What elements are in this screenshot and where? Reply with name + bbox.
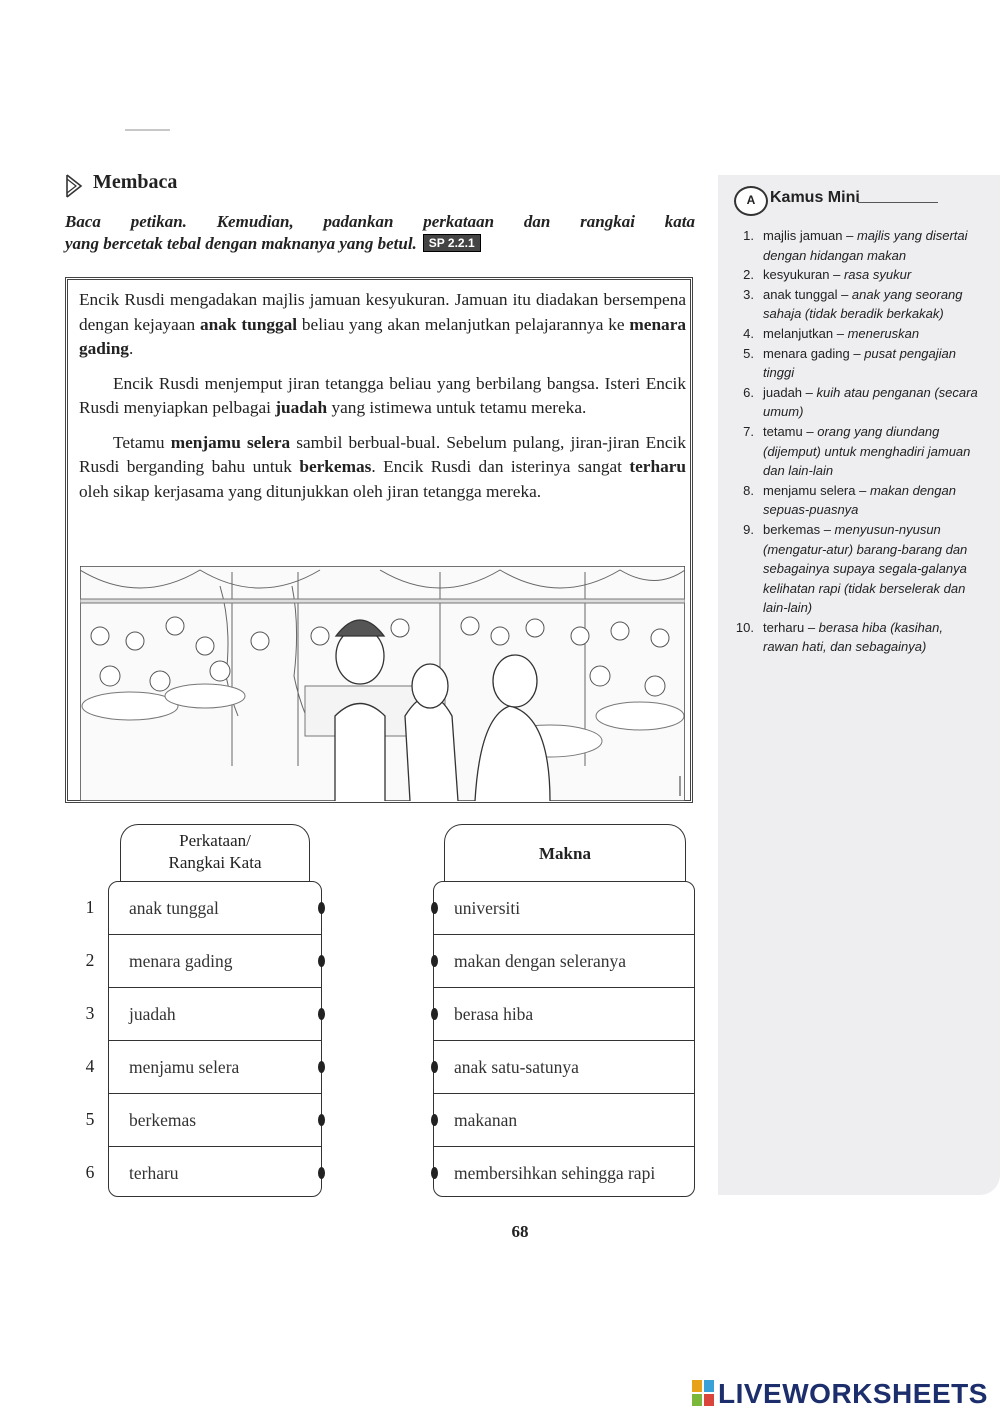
item-definition: berasa hiba (kasihan, rawan hati, dan sebagainya) — [763, 619, 943, 655]
item-number: 4. — [743, 325, 754, 341]
paragraph-2: Encik Rusdi menjemput jiran tetangga beliau yang berbilang bangsa. Isteri Encik Rusdi menyiapkan pelbagai juadah yang istimewa untuk tetamu mereka. — [79, 373, 686, 417]
row-number: 3 — [85, 1003, 95, 1023]
right-column-header: Makna — [444, 824, 686, 882]
kamus-mini-item: 8. menjamu selera – makan dengan sepuas-puasnya — [734, 481, 979, 520]
section-title: Membaca — [93, 171, 178, 193]
left-connector-dot[interactable] — [318, 902, 325, 914]
item-term: tetamu — [763, 423, 803, 439]
word-cell[interactable]: juadah — [109, 988, 321, 1041]
left-connector-dot[interactable] — [318, 1061, 325, 1073]
brand-name: LIVEWORKSHEETS — [718, 1378, 988, 1409]
instruction-line-1: Baca petikan. Kemudian, padankan perkataan dan rangkai kata — [65, 212, 695, 231]
meanings-column — [433, 881, 695, 1197]
kamus-mini-list — [734, 226, 979, 657]
item-term: berkemas — [763, 521, 821, 537]
word-cell[interactable]: menjamu selera — [109, 1041, 321, 1094]
page-number: 68 — [511, 1222, 529, 1241]
item-number: 6. — [743, 384, 754, 400]
item-number: 3. — [743, 286, 754, 302]
liveworksheets-logo-icon — [692, 1380, 714, 1406]
bold-term: menjamu selera — [170, 432, 291, 452]
meaning-cell[interactable]: makan dengan seleranya — [434, 935, 694, 988]
item-term: terharu — [763, 619, 805, 635]
item-definition: rasa syukur — [843, 267, 912, 283]
row-number: 4 — [85, 1056, 95, 1076]
kamus-mini-header — [734, 186, 934, 216]
word-cell[interactable]: anak tunggal — [109, 882, 321, 935]
header-rule — [858, 202, 938, 203]
meaning-cell[interactable]: makanan — [434, 1094, 694, 1147]
item-number: 9. — [743, 521, 754, 537]
item-definition: kuih atau penganan (secara umum) — [763, 384, 978, 420]
paragraph-1: Encik Rusdi mengadakan majlis jamuan kesyukuran. Jamuan itu diadakan bersempena dengan kejayaan anak tunggal beliau yang akan melanjutkan pelajarannya ke menara gading. — [79, 290, 687, 358]
kamus-mini-item: 10. terharu – berasa hiba (kasihan, rawan hati, dan sebagainya) — [735, 619, 943, 655]
meaning-cell[interactable]: anak satu-satunya — [434, 1041, 694, 1094]
bold-term: juadah — [275, 398, 328, 417]
item-definition: orang yang diundang (dijemput) untuk menghadiri jamuan dan lain-lain — [763, 423, 971, 479]
bold-term: menara gading — [79, 314, 687, 358]
row-number: 6 — [85, 1162, 95, 1182]
left-column-header: Perkataan/ Rangkai Kata — [120, 824, 310, 882]
row-number: 5 — [85, 1109, 95, 1129]
word-cell[interactable]: berkemas — [109, 1094, 321, 1147]
kamus-mini-title: Kamus Mini — [770, 189, 860, 206]
feast-illustration — [80, 566, 685, 801]
kamus-mini-item: 3. anak tunggal – anak yang seorang sahaja (tidak beradik berkakak) — [734, 285, 979, 324]
word-cell[interactable]: terharu — [129, 1163, 179, 1183]
item-term: melanjutkan — [763, 325, 834, 341]
item-term: majlis jamuan — [763, 228, 843, 243]
left-connector-dot[interactable] — [318, 1008, 325, 1020]
item-term: menara gading — [763, 345, 850, 361]
kamus-mini-item: 4. melanjutkan – meneruskan — [734, 324, 979, 344]
paragraph-3: Tetamu menjamu selera sambil berbual-bual. Sebelum pulang, jiran-jiran Encik Rusdi berganding bahu untuk berkemas. Encik Rusdi dan isterinya sangat terharu oleh sikap kerjasama yang ditunjukkan oleh jiran tetangga mereka. — [79, 432, 686, 501]
right-connector-dot[interactable] — [431, 1061, 438, 1073]
bold-term: anak tunggal — [200, 314, 298, 334]
kamus-mini-item: 9. berkemas – menyusun-nyusun (mengatur-atur) barang-barang dan sebagainya supaya segala-galanya kelihatan rapi (tidak berselerak dan lain-lain) — [734, 520, 979, 618]
item-term: juadah — [763, 384, 803, 400]
item-number: 1. — [743, 228, 754, 243]
kamus-mini-item: 2. kesyukuran – rasa syukur — [734, 265, 979, 285]
dictionary-icon: A — [734, 186, 768, 216]
meaning-cell[interactable]: membersihkan sehingga rapi — [454, 1163, 656, 1183]
right-connector-dot[interactable] — [431, 1008, 438, 1020]
item-number: 7. — [743, 423, 754, 439]
sp-badge: SP 2.2.1 — [423, 234, 481, 252]
passage — [79, 288, 686, 514]
item-term: kesyukuran — [763, 267, 830, 283]
row-number: 1 — [85, 897, 95, 917]
item-term: anak tunggal — [763, 286, 838, 302]
bold-term: terharu — [629, 457, 686, 476]
bold-term: berkemas — [299, 457, 372, 476]
instruction-line-2 — [65, 234, 481, 254]
item-definition: pusat pengajian tinggi — [763, 345, 957, 381]
left-connector-dot[interactable] — [318, 955, 325, 967]
right-connector-dot[interactable] — [431, 955, 438, 967]
scan-mark — [125, 129, 170, 131]
item-number: 2. — [743, 267, 754, 283]
word-cell[interactable]: menara gading — [109, 935, 321, 988]
section-arrow-icon — [65, 173, 85, 199]
item-definition: makan dengan sepuas-puasnya — [763, 482, 956, 518]
kamus-mini-item: 1. majlis jamuan – majlis yang disertai dengan hidangan makan — [734, 226, 979, 265]
instruction-text: yang bercetak tebal dengan maknanya yang betul. — [65, 234, 417, 253]
words-column — [108, 881, 322, 1197]
right-connector-dot[interactable] — [431, 1114, 438, 1126]
row-number: 2 — [85, 950, 95, 970]
meaning-cell[interactable]: universiti — [434, 882, 694, 935]
kamus-mini-item: 5. menara gading – pusat pengajian tinggi — [734, 344, 979, 383]
left-connector-dot[interactable] — [318, 1167, 325, 1179]
kamus-mini-item: 7. tetamu – orang yang diundang (dijemput) untuk menghadiri jamuan dan lain-lain — [734, 422, 979, 481]
item-definition: majlis yang disertai dengan hidangan makan — [763, 228, 968, 263]
item-number: 10. — [735, 619, 754, 635]
kamus-mini-item: 6. juadah – kuih atau penganan (secara umum) — [734, 383, 979, 422]
item-definition: menyusun-nyusun (mengatur-atur) barang-barang dan sebagainya supaya segala-galanya kelihatan rapi (tidak berselerak dan lain-lain) — [763, 521, 968, 616]
item-number: 8. — [743, 482, 754, 498]
meaning-cell[interactable]: berasa hiba — [434, 988, 694, 1041]
left-connector-dot[interactable] — [318, 1114, 325, 1126]
item-term: menjamu selera — [763, 482, 856, 498]
item-definition: anak yang seorang sahaja (tidak beradik berkakak) — [763, 286, 963, 322]
right-connector-dot[interactable] — [431, 1167, 438, 1179]
item-number: 5. — [743, 345, 754, 361]
right-connector-dot[interactable] — [431, 902, 438, 914]
item-definition: meneruskan — [847, 325, 920, 341]
